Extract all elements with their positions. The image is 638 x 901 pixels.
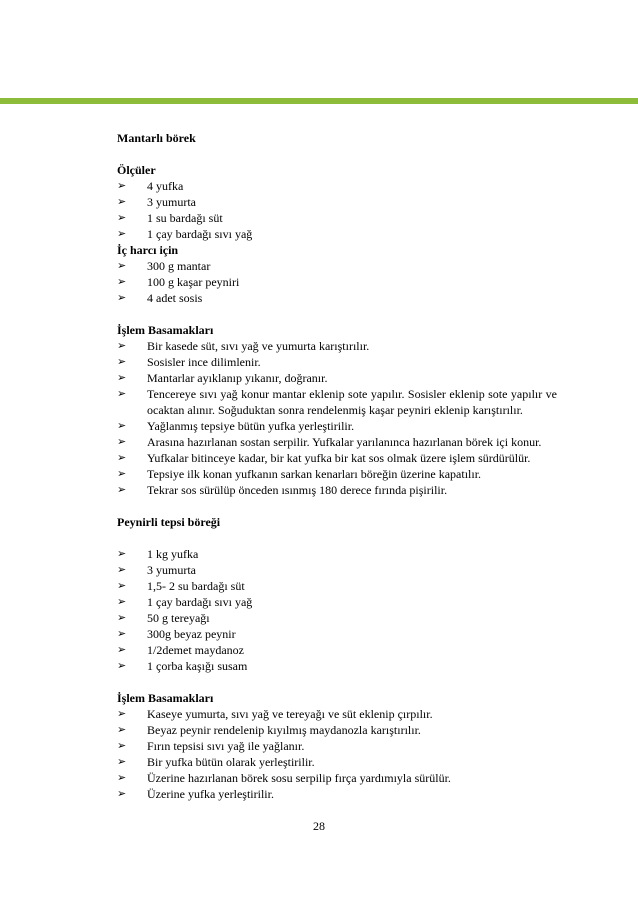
list-item [117, 738, 557, 754]
list-item-text: Mantarlar ayıklanıp yıkanır, doğranır. [147, 371, 328, 385]
recipe1-title: Mantarlı börek [117, 131, 196, 145]
list-item [117, 338, 557, 354]
list-item [117, 706, 557, 722]
arrowhead-bullet-icon: ➢ [117, 355, 127, 368]
list-item [117, 562, 557, 578]
list-item-text: Tepsiye ilk konan yufkanın sarkan kenarları böreğin üzerine kapatılır. [147, 467, 482, 481]
arrowhead-bullet-icon: ➢ [117, 563, 127, 576]
list-item-text: 4 yufka [147, 179, 184, 193]
list-item-text: Üzerine yufka yerleştirilir. [147, 787, 274, 801]
list-item-text: 1 çay bardağı sıvı yağ [147, 227, 253, 241]
page-number: 28 [313, 819, 325, 833]
arrowhead-bullet-icon: ➢ [117, 787, 127, 800]
arrowhead-bullet-icon: ➢ [117, 211, 127, 224]
list-item-text: Sosisler ince dilimlenir. [147, 355, 261, 369]
list-item-text: 300g beyaz peynir [147, 627, 236, 641]
list-item-text: Yufkalar bitinceye kadar, bir kat yufka bir kat sos olmak üzere işlem sürdürülür. [147, 451, 531, 465]
list-item [117, 386, 557, 418]
arrowhead-bullet-icon: ➢ [117, 435, 127, 448]
arrowhead-bullet-icon: ➢ [117, 179, 127, 192]
list-item [117, 642, 557, 658]
list-item-text: 100 g kaşar peyniri [147, 275, 240, 289]
list-item-text: 1/2demet maydanoz [147, 643, 244, 657]
arrowhead-bullet-icon: ➢ [117, 595, 127, 608]
list-item [117, 258, 557, 274]
list-item-text: 1 çorba kaşığı susam [147, 659, 248, 673]
list-item [117, 578, 557, 594]
list-item-text: Kaseye yumurta, sıvı yağ ve tereyağı ve süt eklenip çırpılır. [147, 707, 433, 721]
arrowhead-bullet-icon: ➢ [117, 275, 127, 288]
arrowhead-bullet-icon: ➢ [117, 579, 127, 592]
list-item [117, 594, 557, 610]
list-item [117, 370, 557, 386]
list-item [117, 434, 557, 450]
arrowhead-bullet-icon: ➢ [117, 467, 127, 480]
list-item [117, 290, 557, 306]
arrowhead-bullet-icon: ➢ [117, 755, 127, 768]
list-item [117, 466, 557, 482]
arrowhead-bullet-icon: ➢ [117, 547, 127, 560]
list-item [117, 770, 557, 786]
arrowhead-bullet-icon: ➢ [117, 723, 127, 736]
list-item [117, 226, 557, 242]
list-item-text: Üzerine hazırlanan börek sosu serpilip fırça yardımıyla sürülür. [147, 771, 451, 785]
list-item-text: Arasına hazırlanan sostan serpilir. Yufkalar yarılanınca hazırlanan börek içi konur. [147, 435, 542, 449]
header-rule [0, 98, 638, 104]
list-item [117, 450, 557, 466]
list-item [117, 722, 557, 738]
list-item-text: Yağlanmış tepsiye bütün yufka yerleştirilir. [147, 419, 355, 433]
list-item-text: 1,5- 2 su bardağı süt [147, 579, 245, 593]
list-item [117, 178, 557, 194]
list-item-text: Bir yufka bütün olarak yerleştirilir. [147, 755, 315, 769]
page-content [117, 130, 557, 802]
measures-heading: Ölçüler [117, 163, 156, 177]
recipe1-steps-list [117, 338, 557, 498]
list-item-text: Beyaz peynir rendelenip kıyılmış maydanozla karıştırılır. [147, 723, 421, 737]
arrowhead-bullet-icon: ➢ [117, 611, 127, 624]
list-item [117, 786, 557, 802]
list-item-text: 50 g tereyağı [147, 611, 210, 625]
arrowhead-bullet-icon: ➢ [117, 451, 127, 464]
list-item-text: 3 yumurta [147, 195, 196, 209]
arrowhead-bullet-icon: ➢ [117, 259, 127, 272]
recipe1-steps-heading: İşlem Basamakları [117, 323, 214, 337]
list-item-text: 1 kg yufka [147, 547, 199, 561]
arrowhead-bullet-icon: ➢ [117, 771, 127, 784]
list-item [117, 546, 557, 562]
arrowhead-bullet-icon: ➢ [117, 659, 127, 672]
arrowhead-bullet-icon: ➢ [117, 643, 127, 656]
list-item-text: 300 g mantar [147, 259, 211, 273]
list-item [117, 754, 557, 770]
list-item-text: 1 su bardağı süt [147, 211, 223, 225]
arrowhead-bullet-icon: ➢ [117, 707, 127, 720]
list-item [117, 658, 557, 674]
recipe2-title: Peynirli tepsi böreği [117, 515, 221, 529]
arrowhead-bullet-icon: ➢ [117, 371, 127, 384]
arrowhead-bullet-icon: ➢ [117, 291, 127, 304]
filling-heading: İç harcı için [117, 243, 179, 257]
list-item [117, 626, 557, 642]
arrowhead-bullet-icon: ➢ [117, 387, 127, 400]
list-item [117, 610, 557, 626]
measures-list [117, 178, 557, 242]
arrowhead-bullet-icon: ➢ [117, 195, 127, 208]
arrowhead-bullet-icon: ➢ [117, 227, 127, 240]
list-item-text: Tencereye sıvı yağ konur mantar eklenip sote yapılır. Sosisler eklenip sote yapılır ve ocaktan alınır. Soğuduktan sonra rendelenmiş kaşar peyniri eklenip karıştırılır. [147, 387, 557, 417]
arrowhead-bullet-icon: ➢ [117, 483, 127, 496]
recipe2-steps-list [117, 706, 557, 802]
arrowhead-bullet-icon: ➢ [117, 627, 127, 640]
list-item-text: Fırın tepsisi sıvı yağ ile yağlanır. [147, 739, 305, 753]
list-item-text: Bir kasede süt, sıvı yağ ve yumurta karıştırılır. [147, 339, 370, 353]
recipe2-steps-heading: İşlem Basamakları [117, 691, 214, 705]
list-item-text: 4 adet sosis [147, 291, 203, 305]
list-item [117, 210, 557, 226]
arrowhead-bullet-icon: ➢ [117, 339, 127, 352]
list-item [117, 354, 557, 370]
recipe2-ingredients-list [117, 546, 557, 674]
list-item [117, 194, 557, 210]
arrowhead-bullet-icon: ➢ [117, 739, 127, 752]
list-item [117, 274, 557, 290]
arrowhead-bullet-icon: ➢ [117, 419, 127, 432]
list-item [117, 482, 557, 498]
filling-list [117, 258, 557, 306]
list-item-text: 1 çay bardağı sıvı yağ [147, 595, 253, 609]
list-item [117, 418, 557, 434]
list-item-text: Tekrar sos sürülüp önceden ısınmış 180 derece fırında pişirilir. [147, 483, 448, 497]
list-item-text: 3 yumurta [147, 563, 196, 577]
